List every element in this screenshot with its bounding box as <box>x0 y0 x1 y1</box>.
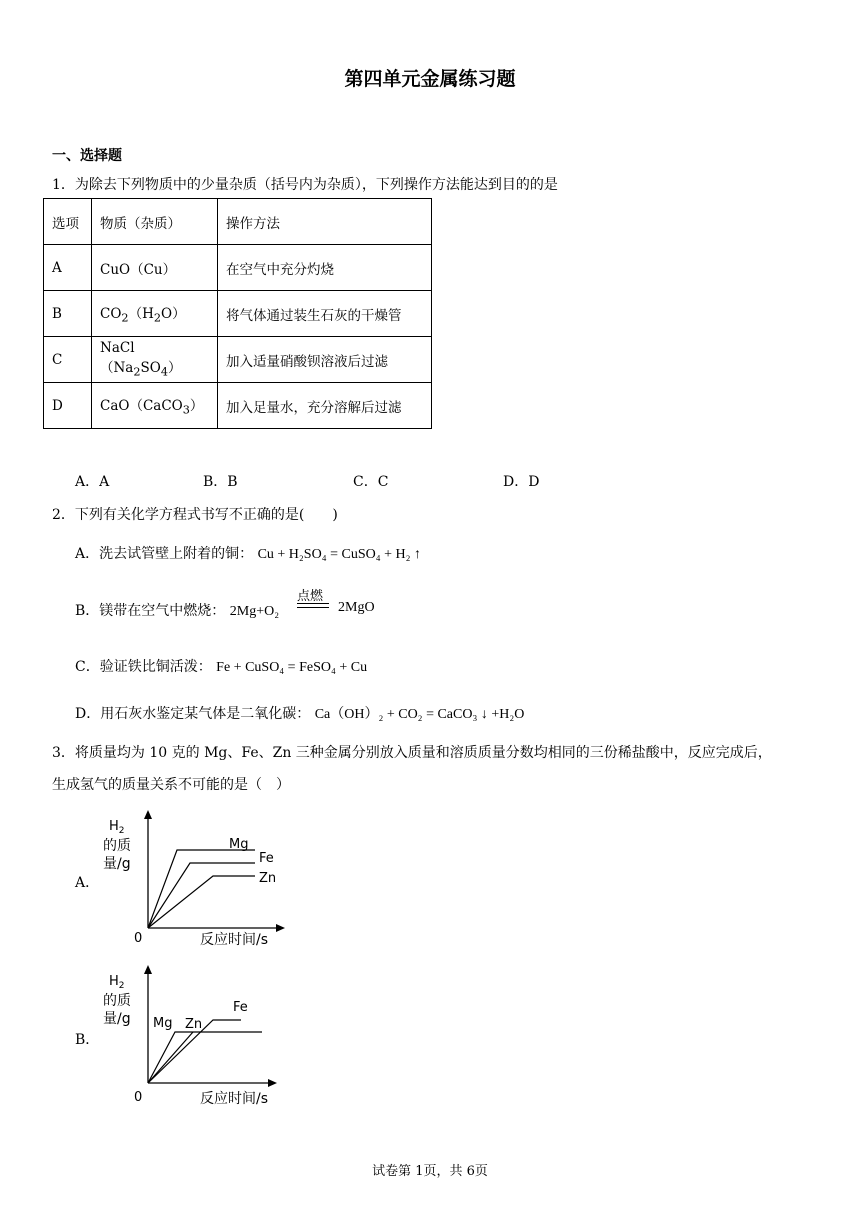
substance-cell <box>92 337 218 383</box>
table-header-cell: 选项 <box>44 199 92 245</box>
table-header-cell: 物质（杂质） <box>92 199 218 245</box>
formula-part: ） <box>168 360 182 377</box>
equation-b-left: 2Mg+O₂ <box>229 604 280 619</box>
series-label-fe: Fe <box>233 1000 248 1015</box>
series-label-fe: Fe <box>259 851 274 866</box>
option-cell: D <box>44 383 92 429</box>
series-label-zn: Zn <box>185 1017 203 1032</box>
choice-d[interactable]: D．D <box>503 474 540 490</box>
origin-label: 0 <box>134 931 143 946</box>
series-label-zn: Zn <box>259 871 277 886</box>
formula-subscript: 2 <box>121 311 129 325</box>
x-axis-label: 反应时间/s <box>200 1091 269 1107</box>
formula-part: ） <box>189 398 204 415</box>
series-label-mg: Mg <box>229 837 249 852</box>
x-axis-arrow <box>268 1079 277 1087</box>
options-table <box>43 198 432 429</box>
reaction-condition: 点燃 <box>297 589 324 604</box>
formula-part: SO <box>140 360 161 377</box>
y-axis-label-h2: $H_2$ <box>109 819 125 836</box>
x-axis-label: 反应时间/s <box>200 932 269 948</box>
option-cell: B <box>44 291 92 337</box>
substance-cell: CuO（Cu） <box>92 245 218 291</box>
equals-sign <box>296 602 330 610</box>
line-fe <box>148 863 255 928</box>
method-cell: 将气体通过装生石灰的干燥管 <box>218 291 432 337</box>
page-footer: 试卷第 1页，共 6页 <box>372 1164 488 1179</box>
table-row <box>44 337 432 383</box>
choice-c[interactable]: C．C <box>353 474 389 490</box>
q2-option-c[interactable] <box>75 656 367 676</box>
option-label: D．用石灰水鉴定某气体是二氧化碳： <box>75 706 311 722</box>
table-row <box>44 245 432 291</box>
question-3-stem-line-2: 生成氢气的质量关系不可能的是（ ） <box>52 777 290 793</box>
option-label: B．镁带在空气中燃烧： <box>75 603 226 619</box>
formula-subscript: 3 <box>182 403 190 417</box>
line-mg <box>148 850 255 928</box>
formula-part: CO <box>100 306 122 323</box>
option-label: A．洗去试管壁上附着的铜： <box>75 546 254 562</box>
formula-part: NaCl（Na <box>100 340 135 377</box>
method-cell: 在空气中充分灼烧 <box>218 245 432 291</box>
line-mg <box>148 1032 262 1083</box>
table-row <box>44 383 432 429</box>
y-axis-label-line2: 的质 <box>103 993 131 1009</box>
q2-option-b[interactable] <box>75 600 279 620</box>
equation-b-right: 2MgO <box>338 600 375 615</box>
method-cell: 加入足量水，充分溶解后过滤 <box>218 383 432 429</box>
formula-subscript: 2 <box>153 311 162 325</box>
formula-part: O） <box>161 306 186 323</box>
table-header-row <box>44 199 432 245</box>
formula-part: （H <box>128 306 154 323</box>
graph-a <box>95 810 295 950</box>
q2-option-d[interactable] <box>75 703 524 723</box>
section-heading: 一、选择题 <box>52 148 122 164</box>
q2-option-a[interactable] <box>75 543 421 563</box>
page-title: 第四单元金属练习题 <box>344 68 516 90</box>
graph-b <box>95 965 295 1110</box>
option-cell: C <box>44 337 92 383</box>
method-cell: 加入适量硝酸钡溶液后过滤 <box>218 337 432 383</box>
series-label-mg: Mg <box>153 1016 173 1031</box>
substance-cell <box>92 383 218 429</box>
formula-subscript: 4 <box>160 365 169 379</box>
y-axis-label-h2: $H_2$ <box>109 974 125 991</box>
q3-option-b-label[interactable]: B． <box>75 1032 100 1048</box>
y-axis-label-line2: 的质 <box>103 838 131 854</box>
q3-option-a-label[interactable]: A． <box>75 875 100 891</box>
origin-label: 0 <box>134 1090 143 1105</box>
y-axis-arrow <box>144 965 152 974</box>
choice-a[interactable]: A．A <box>75 474 110 490</box>
table-header-cell: 操作方法 <box>218 199 432 245</box>
equation-d: Ca（OH）₂ + CO₂ = CaCO₃ ↓ +H₂O <box>314 707 525 722</box>
y-axis-arrow <box>144 810 152 819</box>
option-label: C．验证铁比铜活泼： <box>75 659 212 675</box>
table-row <box>44 291 432 337</box>
y-axis-label-line3: 量/g <box>103 1011 131 1027</box>
formula-part: CaO（CaCO <box>100 398 183 415</box>
question-1-stem: 1．为除去下列物质中的少量杂质（括号内为杂质），下列操作方法能达到目的的是 <box>52 177 558 193</box>
x-axis-arrow <box>276 924 285 932</box>
substance-cell <box>92 291 218 337</box>
option-cell: A <box>44 245 92 291</box>
equation-a: Cu + H₂SO₄ = CuSO₄ + H₂ ↑ <box>257 547 421 562</box>
y-axis-label-line3: 量/g <box>103 856 131 872</box>
choice-b[interactable]: B．B <box>203 474 238 490</box>
equation-c: Fe + CuSO₄ = FeSO₄ + Cu <box>216 660 368 675</box>
question-2-stem: 2．下列有关化学方程式书写不正确的是( ) <box>52 507 338 523</box>
formula-subscript: 2 <box>133 365 141 379</box>
question-3-stem-line-1: 3．将质量均为 10 克的 Mg、Fe、Zn 三种金属分别放入质量和溶质质量分数均相同的三份稀盐酸中，反应完成后， <box>52 745 772 761</box>
